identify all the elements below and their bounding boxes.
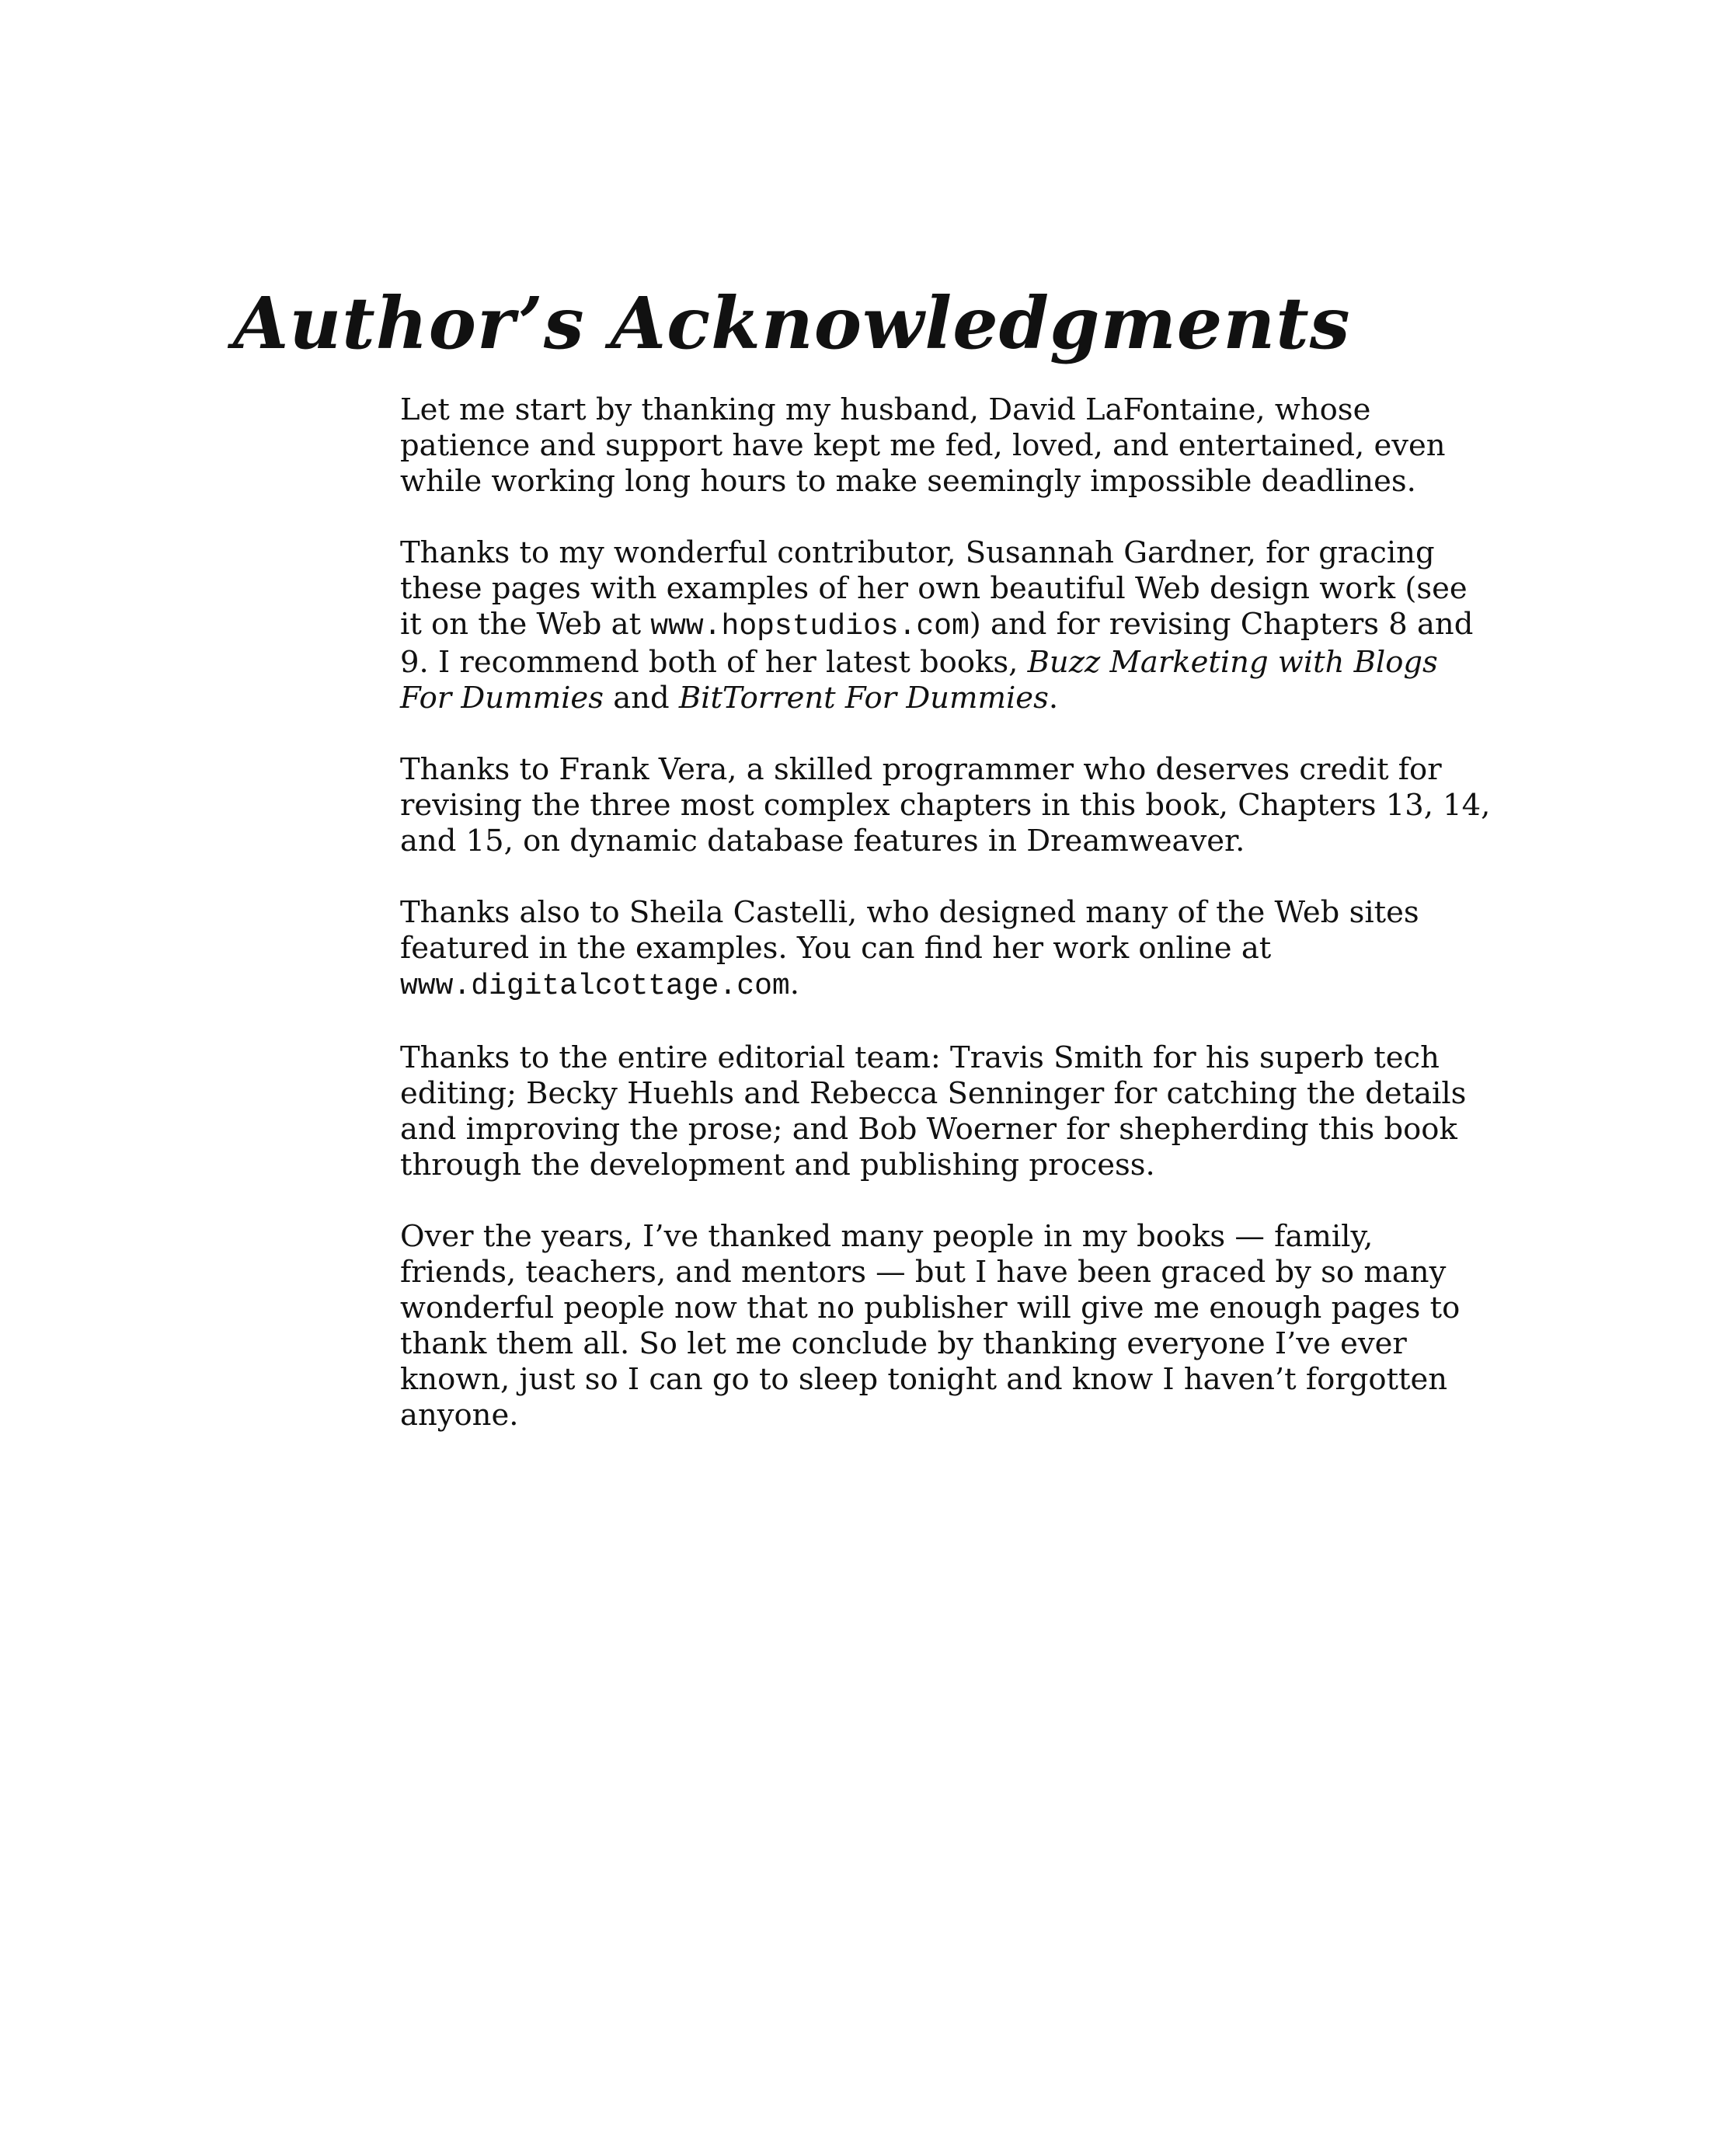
paragraph-text: . xyxy=(1048,681,1059,716)
paragraph-editorial-team: Thanks to the entire editorial team: Travis Smith for his superb tech editing; Becky Huehls and Rebecca Senninger for catching the details and improving the prose; and Bob Woerner for shepherding this book through the development and publishing process. xyxy=(400,1040,1467,1182)
paragraph-husband: Let me start by thanking my husband, David LaFontaine, whose patience and support have kept me fed, loved, and entertained, even while working long hours to make seemingly impossible deadlines. xyxy=(400,392,1446,499)
paragraph-closing: Over the years, I’ve thanked many people in my books — family, friends, teachers, and mentors — but I have been graced by so many wonderful people now that no publisher will give me enough pages to thank them all. So let me conclude by thanking everyone I’ve ever known, just so I can go to sleep tonight and know I haven’t forgotten anyone. xyxy=(400,1219,1461,1433)
book-title: BitTorrent For Dummies xyxy=(678,681,1049,716)
paragraph-text: Thanks also to Sheila Castelli, who designed many of the Web sites featured in the examples. You can find her work online at xyxy=(400,895,1419,966)
paragraph-programmer: Thanks to Frank Vera, a skilled programmer who deserves credit for revising the three most complex chapters in this book, Chapters 13, 14, and 15, on dynamic database features in Dreamweaver. xyxy=(400,752,1491,859)
paragraph-contributor xyxy=(400,535,1495,716)
digitalcottage-url: www.digitalcottage.com xyxy=(400,970,790,1003)
paragraph-text: ) and for revising Chapters 8 and 9. I recommend both of her latest books, xyxy=(400,607,1474,680)
page-title: Author’s Acknowledgments xyxy=(233,281,1351,365)
hopstudios-url: www.hopstudios.com xyxy=(650,610,970,643)
paragraph-designer xyxy=(400,895,1495,1005)
acknowledgments-body xyxy=(400,392,1495,1469)
paragraph-text: . xyxy=(789,967,799,1001)
paragraph-text: and xyxy=(603,681,679,716)
paragraph-text: Thanks to my wonderful contributor, Susannah Gardner, for gracing these pages with examples of her own beautiful Web design work (see it on the Web at xyxy=(400,535,1468,642)
book-title: Buzz Marketing with Blogs For Dummies xyxy=(400,645,1438,716)
